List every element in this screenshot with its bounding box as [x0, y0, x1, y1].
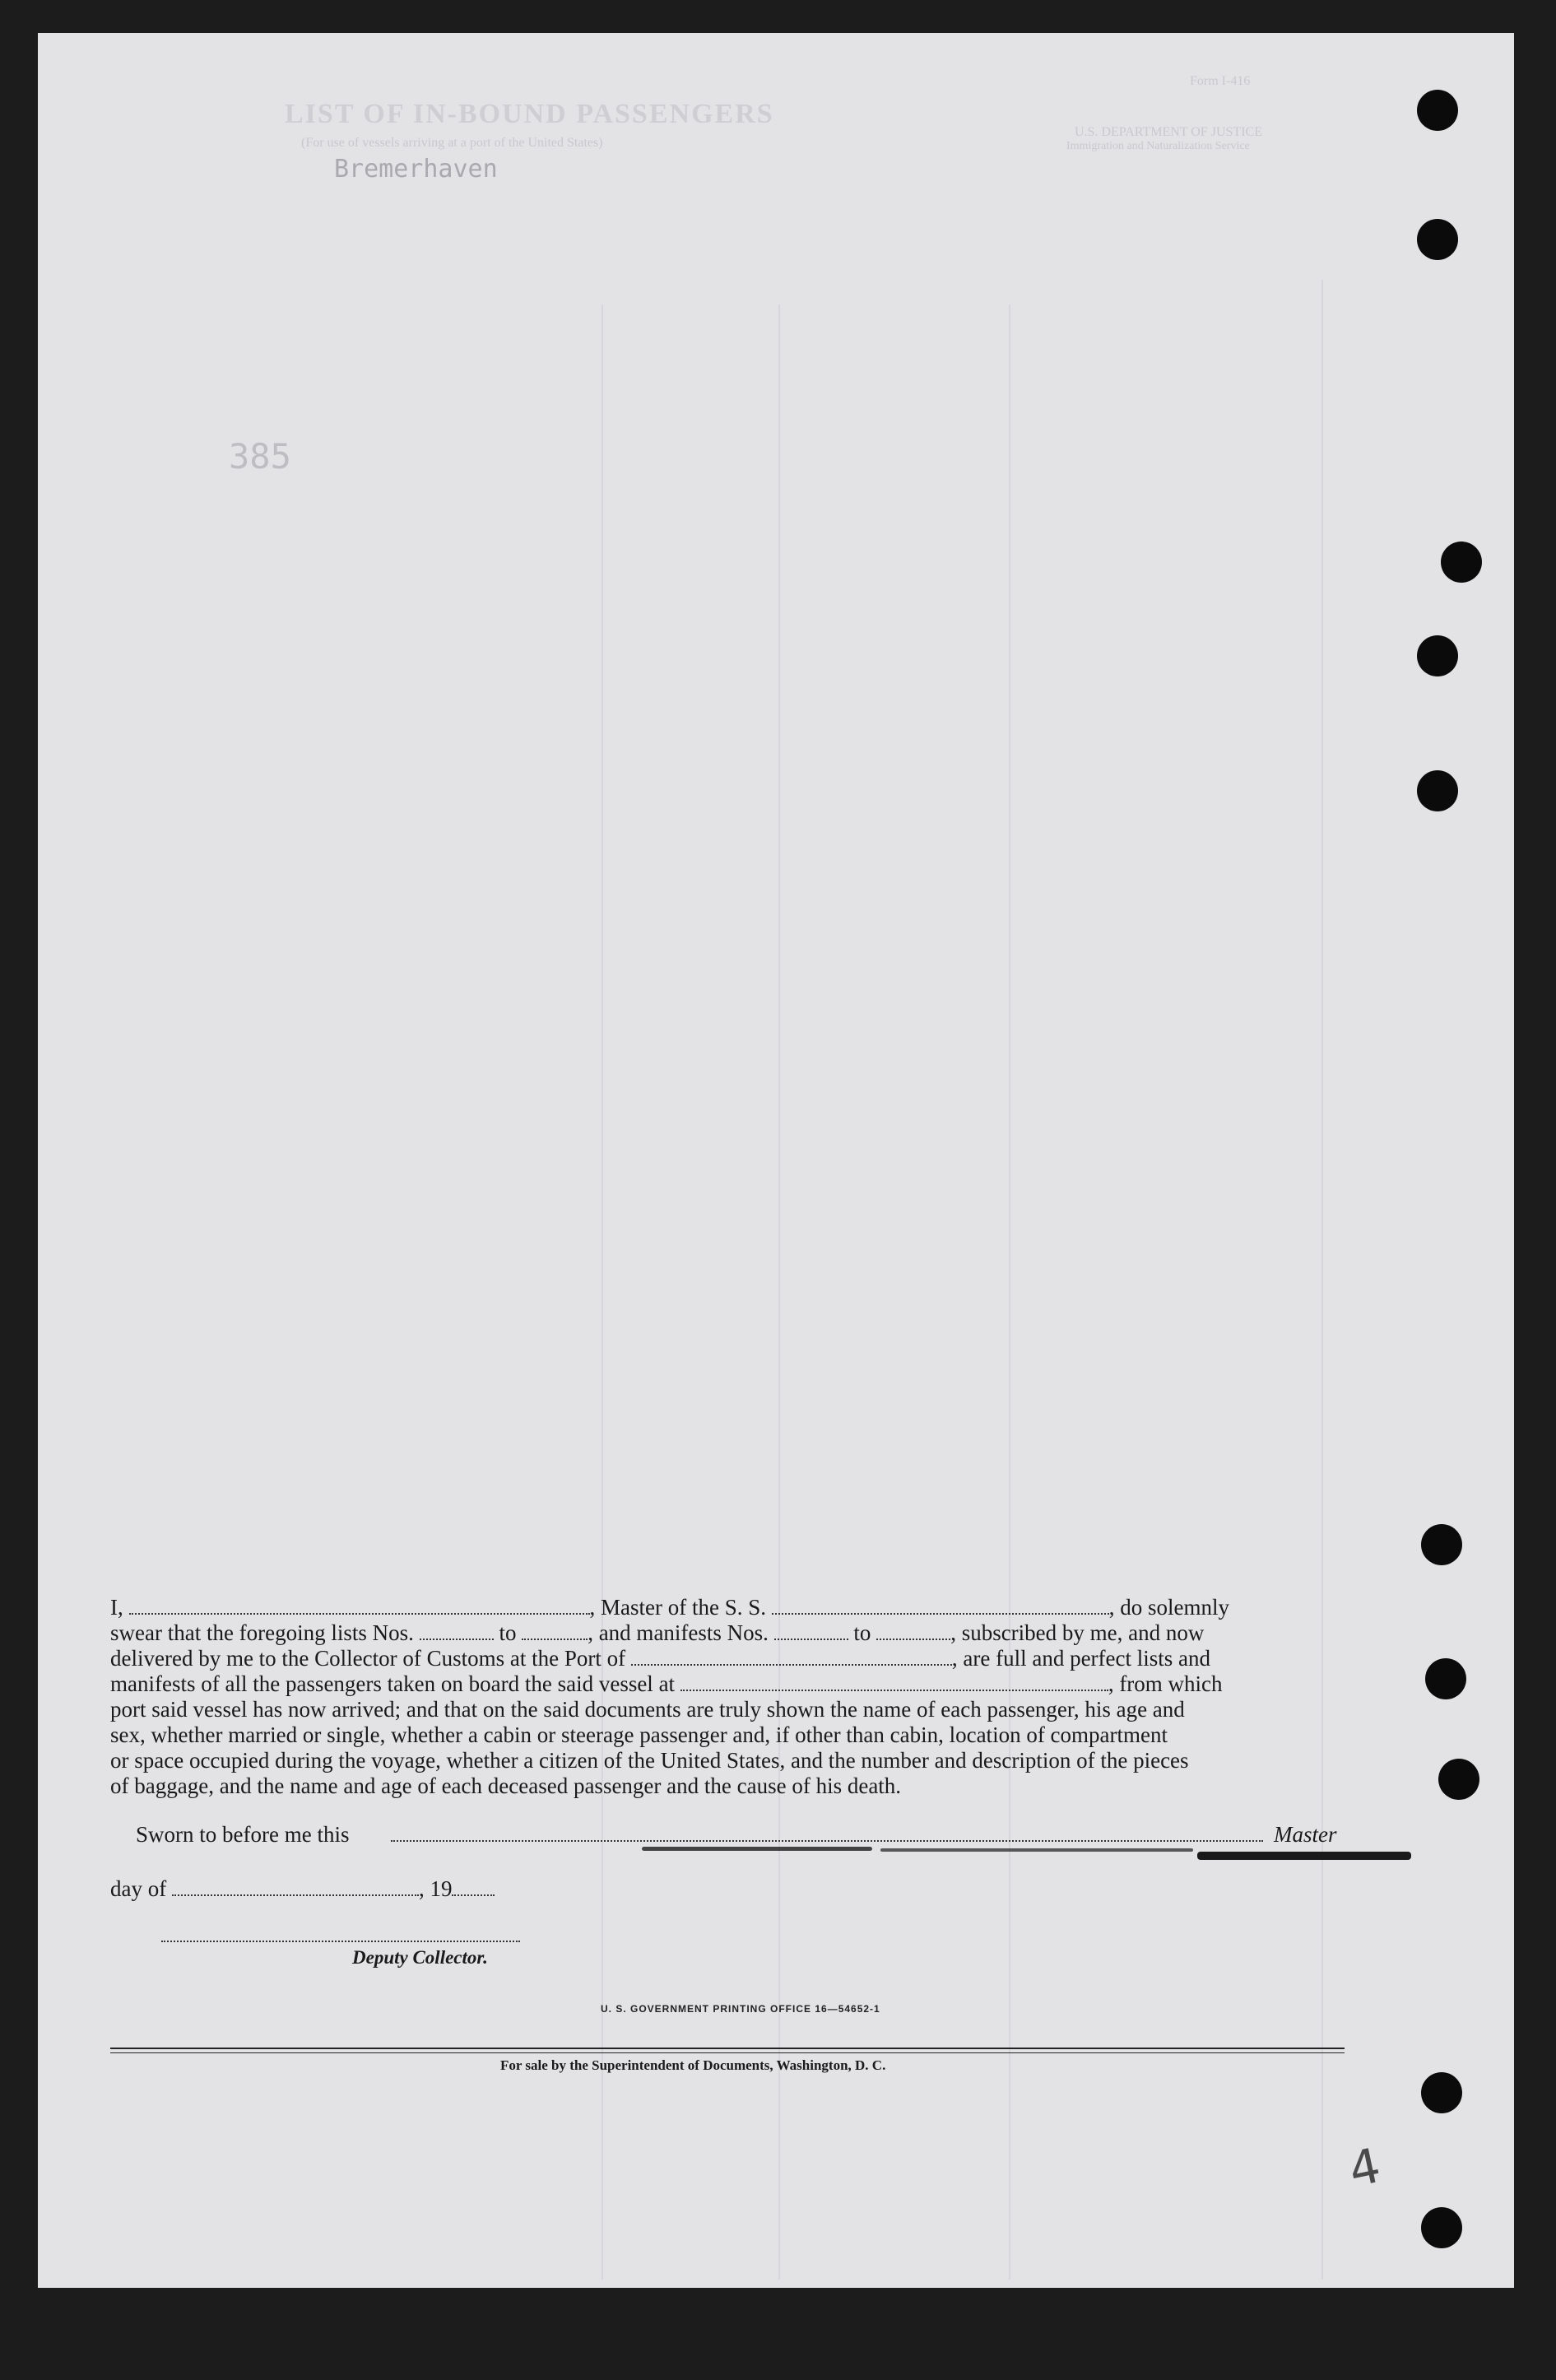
oath-text: , Master of the S. S. — [589, 1595, 772, 1620]
bleed-column-line — [1009, 304, 1010, 2280]
oath-text: to — [493, 1620, 523, 1645]
punch-hole — [1417, 635, 1458, 676]
oath-line — [110, 1773, 1345, 1799]
ink-smear — [642, 1847, 872, 1851]
oath-blank-field — [774, 1624, 848, 1640]
oath-line — [110, 1748, 1345, 1773]
deputy-signature-line — [161, 1941, 520, 1942]
oath-line — [110, 1595, 1345, 1620]
oath-text: manifests of all the passengers taken on board the said vessel at — [110, 1671, 680, 1696]
oath-blank-field — [522, 1624, 588, 1640]
bleed-port-handwriting: Bremerhaven — [334, 155, 498, 184]
day-field — [172, 1880, 419, 1896]
punch-hole — [1421, 2207, 1462, 2248]
oath-text: I, — [110, 1595, 129, 1620]
bleed-heading: LIST OF IN-BOUND PASSENGERS — [285, 99, 774, 129]
oath-text: or space occupied during the voyage, whether a citizen of the United States, and the number and description of the pieces — [110, 1748, 1189, 1773]
year-label: , 19 — [418, 1876, 453, 1901]
sworn-label: Sworn to before me this — [136, 1822, 350, 1847]
oath-text: delivered by me to the Collector of Customs at the Port of — [110, 1646, 631, 1671]
punch-hole — [1441, 542, 1482, 583]
oath-text: , subscribed by me, and now — [950, 1620, 1205, 1645]
punch-hole — [1417, 770, 1458, 811]
punch-hole — [1417, 90, 1458, 131]
oath-blank-field — [772, 1598, 1109, 1615]
oath-blank-field — [876, 1624, 950, 1640]
bleed-column-line — [778, 304, 780, 2280]
oath-text: , do solemnly — [1108, 1595, 1229, 1620]
ink-smear — [1197, 1852, 1411, 1860]
bleed-column-line — [1321, 280, 1323, 2280]
punch-hole — [1438, 1759, 1479, 1800]
handwritten-margin-number: 4 — [1344, 2136, 1386, 2199]
punch-hole — [1417, 219, 1458, 260]
oath-text: of baggage, and the name and age of each deceased passenger and the cause of his death. — [110, 1773, 902, 1798]
printing-office-note: U. S. GOVERNMENT PRINTING OFFICE 16—54652-1 — [601, 2003, 880, 2015]
footer-rule — [110, 2048, 1345, 2049]
oath-text: , from which — [1108, 1671, 1223, 1696]
oath-line — [110, 1620, 1345, 1646]
oath-text: port said vessel has now arrived; and that on the said documents are truly shown the name of each passenger, his age and — [110, 1697, 1185, 1722]
punch-hole — [1425, 1658, 1466, 1699]
oath-blank-field — [129, 1598, 590, 1615]
document-page — [38, 33, 1514, 2288]
sworn-date-field — [391, 1840, 1263, 1842]
master-oath-paragraph — [110, 1595, 1345, 1799]
day-label: day of — [110, 1876, 167, 1901]
bleed-department: U.S. DEPARTMENT OF JUSTICE — [1075, 125, 1262, 139]
bleed-column-line — [601, 304, 603, 2280]
oath-line — [110, 1671, 1345, 1697]
bleed-stamp-number: 385 — [229, 436, 291, 476]
oath-blank-field — [680, 1675, 1108, 1691]
punch-hole — [1421, 1524, 1462, 1565]
oath-text: sex, whether married or single, whether a cabin or steerage passenger and, if other than cabin, location of compartment — [110, 1722, 1168, 1747]
day-line — [110, 1876, 495, 1902]
oath-text: to — [848, 1620, 877, 1645]
oath-blank-field — [631, 1649, 952, 1666]
for-sale-note: For sale by the Superintendent of Documents, Washington, D. C. — [500, 2057, 886, 2073]
master-signature-label: Master — [1274, 1822, 1337, 1847]
oath-text: , are full and perfect lists and — [951, 1646, 1211, 1671]
ink-smear — [880, 1848, 1193, 1852]
footer-rule — [110, 2052, 1345, 2053]
oath-line — [110, 1646, 1345, 1671]
year-field — [452, 1880, 495, 1896]
oath-line — [110, 1722, 1345, 1748]
bleed-form-number: Form I-416 — [1190, 74, 1251, 88]
oath-line — [110, 1697, 1345, 1722]
deputy-collector-label: Deputy Collector. — [352, 1947, 488, 1968]
bleed-service: Immigration and Naturalization Service — [1066, 140, 1250, 152]
bleed-subheading: (For use of vessels arriving at a port of the United States) — [301, 136, 603, 150]
oath-text: swear that the foregoing lists Nos. — [110, 1620, 420, 1645]
oath-blank-field — [420, 1624, 494, 1640]
punch-hole — [1421, 2072, 1462, 2113]
oath-text: , and manifests Nos. — [588, 1620, 774, 1645]
